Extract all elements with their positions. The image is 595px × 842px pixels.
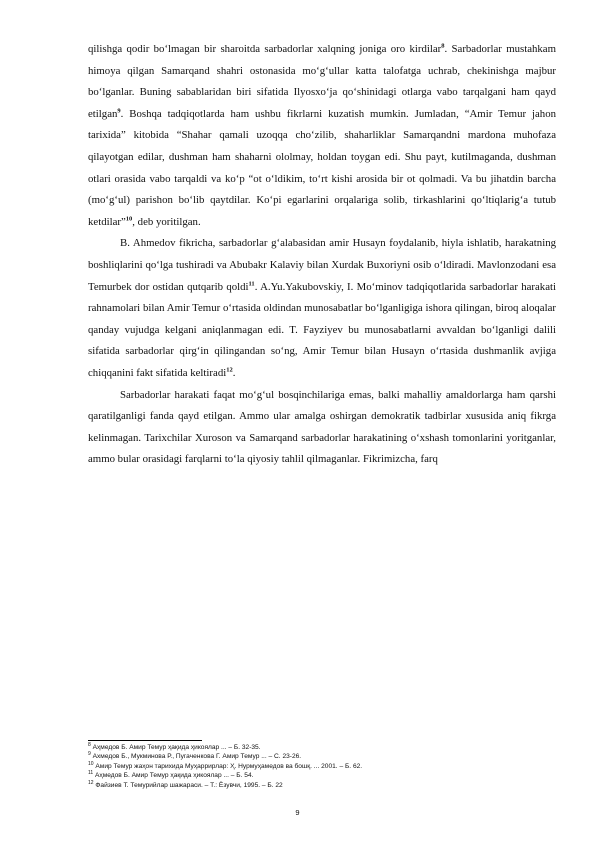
footnote-number: 9 <box>88 751 91 758</box>
footnote-text: Амир Темур жаҳон тарихида Муҳаррирлар: Ҳ. Нурмуҳамедов ва бошқ. ... 2001. – Б. 62. <box>93 762 363 770</box>
footnote-ref: 9 <box>117 107 121 115</box>
footnote-number: 12 <box>88 779 94 786</box>
footnote-11 <box>88 771 558 780</box>
text-run: . <box>232 366 236 379</box>
text-run: . Sarbadorlar mustahkam himoya qilgan Samarqand shahri ostonasida mo‘g‘ullar katta talofatga uchrab, chekinishga majbur bo‘lganlar. Buning sabablaridan biri sifatida Ilyosxo‘ja qo‘shinidagi otlarga vabo tarqalgani ham qayd etilgan <box>88 43 556 120</box>
footnote-text: Аҳмедов Б. Амир Темур ҳақида ҳикоялар ... – Б. 32-35. <box>90 744 261 751</box>
footnote-12 <box>88 781 558 790</box>
footnote-10 <box>88 762 558 771</box>
footnote-number: 11 <box>88 770 94 777</box>
footnote-9 <box>88 752 558 761</box>
footnote-text: Файзиев Т. Темурийлар шажараси. – Т.: Ёзувчи, 1995. – Б. 22 <box>93 781 283 789</box>
footnote-text: Аҳмедов Б. Амир Темур ҳақида ҳикоялар ... – Б. 54. <box>93 772 254 780</box>
footnote-ref: 12 <box>226 366 233 374</box>
footnote-ref: 8 <box>441 42 445 50</box>
text-run: qilishga qodir bo‘lmagan bir sharoitda sarbadorlar xalqning joniga oro kirdilar <box>88 43 442 55</box>
footnote-ref: 10 <box>125 215 133 223</box>
footnote-separator <box>88 740 202 741</box>
footnote-number: 10 <box>88 760 94 767</box>
text-run: . A.Yu.Yakubovskiy, I. Mo‘minov tadqiqotlarida sarbadorlar harakati rahnamolari bilan Amir Temur o‘rtasida oldindan munosabatlar bo‘lganligiga ishora qilingan, biroq aloqalar qanday vujudga kelgani aniqlanmagan edi. T. Fayziyev bu munosabatlarni avvaldan bo‘lganligi dalili sifatida sarbadorlar qirg‘in qilingandan so‘ng, Amir Temur bilan Husayn o‘rtasida dushmanlik avjiga chiqqanini fakt sifatida keltiradi <box>88 280 556 379</box>
footnote-text: Ахмедов Б., Мукминова Р., Пугаченкова Г. Амир Темур ... – С. 23-26. <box>90 753 302 761</box>
text-run: , deb yoritilgan. <box>132 215 201 228</box>
paragraph-1 <box>88 39 556 233</box>
body-text <box>88 39 556 471</box>
footnote-ref: 11 <box>248 279 255 287</box>
footnote-8 <box>88 743 558 752</box>
page-number: 9 <box>295 808 300 817</box>
paragraph-2 <box>88 233 556 384</box>
text-run: . Boshqa tadqiqotlarda ham ushbu fikrlarni kuzatish mumkin. Jumladan, “Amir Temur jahon tarixida” kitobida “Shahar qamali uzoqqa cho‘zilib, shaharliklar Samarqandni mardona muhofaza qilayotgan edilar, dushman ham shaharni ololmay, holdan toygan edi. Shu payt, kutilmaganda, dushman otlari orasida vabo tarqaldi va ko‘p “ot o‘ldikim, to‘rt kishi arosida bir ot qolmadi. Va bu jihatdin barcha (mo‘g‘ul) parishon bo‘lib qaytdilar. Ko‘pi egarlarini orqalariga solib, tirkashlarini qo‘ltiqlarig‘a tutub ketdilar” <box>88 107 556 228</box>
text-run: B. Ahmedov fikricha, sarbadorlar g‘alabasidan amir Husayn foydalanib, hiyla ishlatib, harakatning boshliqlarini qo‘lga tushiradi va Abubakr Kalaviy bilan Xurdak Buxoriyni osib o‘ldiradi. Mavlonzodani esa Temurbek dor ostidan qutqarib qoldi <box>88 237 556 293</box>
footnote-number: 8 <box>88 741 91 748</box>
paragraph-3 <box>88 385 556 471</box>
footnotes <box>88 743 558 790</box>
text-run: Sarbadorlar harakati faqat mo‘g‘ul bosqinchilariga emas, balki mahalliy amaldorlarga ham qarshi qaratilganligi fanda qayd etilgan. Ammo ular amalga oshirgan demokratik tadbirlar xususida aniq fikrga kelinmagan. Tarixchilar Xuroson va Samarqand sarbadorlar harakatining o‘xshash tomonlarini yoritganlar, ammo bular orasidagi farqlarni to‘la qiyosiy tahlil qilmaganlar. Fikrimizcha, farq <box>88 388 556 466</box>
